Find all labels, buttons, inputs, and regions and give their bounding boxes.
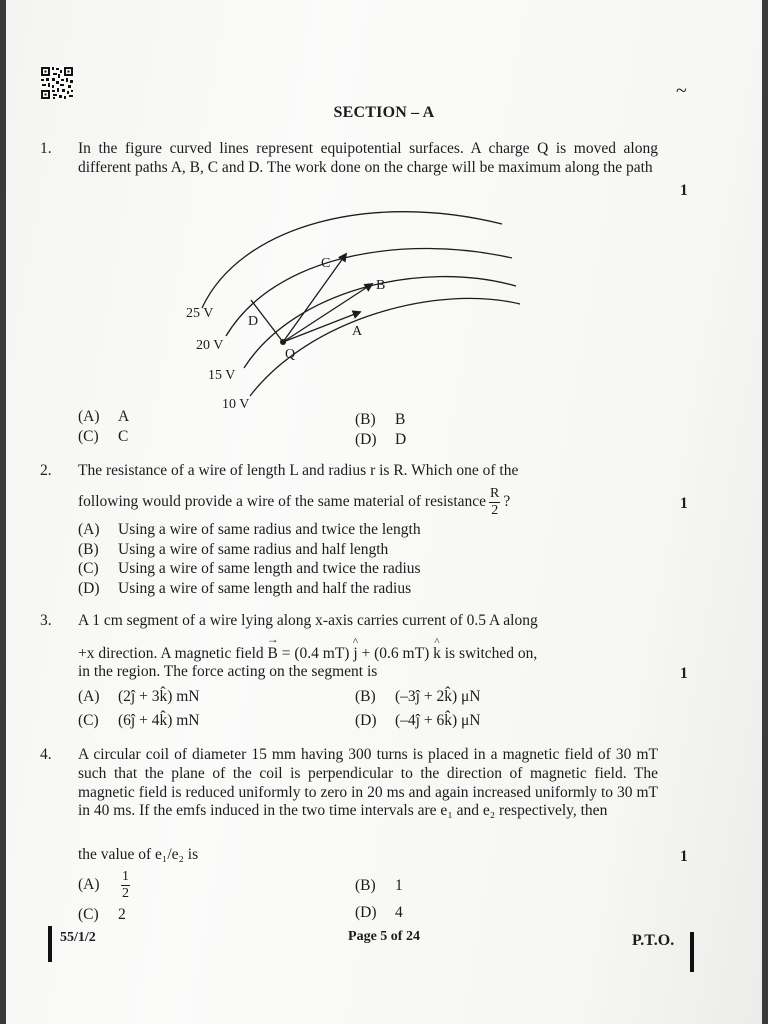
question-1-number: 1.: [40, 140, 52, 157]
question-1-option-b[interactable]: (B) B: [355, 411, 406, 428]
question-4-number: 4.: [40, 746, 52, 763]
question-1-text: In the figure curved lines represent equipotential surfaces. A charge Q is moved along different paths A, B, C and D. The work done on the charge will be maximum along the path: [78, 140, 658, 176]
question-1-option-d[interactable]: (D) D: [355, 431, 407, 448]
question-2-option-d[interactable]: (D) Using a wire of same length and half the radius: [78, 580, 412, 597]
corner-mark: ~: [676, 80, 687, 102]
unit-vector-j: ^ j: [353, 645, 357, 663]
footer-pto: P.T.O.: [632, 932, 675, 949]
question-4-option-c[interactable]: (C) 2: [78, 906, 126, 923]
resistance-fraction: $\frac{R}{2}$: [490, 485, 500, 518]
question-3-option-a[interactable]: (A) (2ĵ + 3k̂) mN: [78, 688, 200, 705]
question-3-line-1: A 1 cm segment of a wire lying along x-axis carries current of 0.5 A along: [78, 612, 538, 629]
unit-vector-k: ^ k: [433, 645, 441, 663]
question-3-option-b[interactable]: (B) (–3ĵ + 2k̂) μN: [355, 688, 481, 705]
charge-q-dot: [280, 339, 286, 345]
question-4-option-d[interactable]: (D) 4: [355, 904, 403, 921]
question-4-text: A circular coil of diameter 15 mm having 300 turns is placed in a magnetic field of 30 mT such that the plane of the coil is perpendicular to the direction of magnetic field. The magnetic field is reduced uniformly to zero in 20 ms and again increased uniformly to 30 mT in 40 ms. If the emfs induced in the two time intervals are e₁ and e₂ respectively, then: [78, 746, 658, 820]
question-3-option-c[interactable]: (C) (6ĵ + 4k̂) mN: [78, 712, 200, 729]
label-path-d: D: [248, 314, 259, 329]
field-vector-symbol: → B: [268, 645, 278, 663]
label-10v: 10 V: [222, 397, 250, 412]
question-2-number: 2.: [40, 462, 52, 479]
question-2-line-2: following would provide a wire of the same material of resistance $\frac{R}{2}$ ?: [78, 485, 511, 518]
question-3-marks: 1: [680, 665, 688, 682]
label-path-c: C: [321, 256, 331, 271]
label-path-b: B: [376, 278, 386, 293]
question-3-number: 3.: [40, 612, 52, 629]
footer-paper-code: 55/1/2: [60, 930, 96, 945]
question-2-line-1: The resistance of a wire of length L and radius r is R. Which one of the: [78, 462, 519, 479]
question-4-option-a[interactable]: (A) $\frac{1}{2}$: [78, 868, 129, 901]
question-4-option-b[interactable]: (B) 1: [355, 877, 403, 894]
question-1-marks: 1: [680, 182, 688, 199]
label-25v: 25 V: [186, 306, 214, 321]
footer-page-number: Page 5 of 24: [348, 929, 420, 944]
equipotential-curve-25v: [202, 212, 502, 308]
question-3-line-2: +x direction. A magnetic field → B = (0.4 mT) ^ j + (0.6 mT) ^ k is switched on,: [78, 645, 537, 663]
question-4-text-last: the value of e₁/e₂ is: [78, 846, 199, 863]
equipotential-figure: [150, 196, 530, 418]
question-4-marks: 1: [680, 848, 688, 865]
label-15v: 15 V: [208, 368, 236, 383]
section-title: SECTION – A: [333, 104, 435, 121]
label-20v: 20 V: [196, 338, 224, 353]
label-path-a: A: [352, 324, 363, 339]
question-1-option-a[interactable]: (A) A: [78, 408, 130, 425]
footer-right-bar: [690, 932, 694, 972]
qr-code-icon: [40, 66, 74, 100]
option-a-fraction: $\frac{1}{2}$: [122, 868, 129, 901]
question-1-option-c[interactable]: (C) C: [78, 428, 129, 445]
question-2-option-b[interactable]: (B) Using a wire of same radius and half length: [78, 541, 389, 558]
question-2-marks: 1: [680, 495, 688, 512]
question-3-option-d[interactable]: (D) (–4ĵ + 6k̂) μN: [355, 712, 481, 729]
label-charge-q: Q: [285, 347, 296, 362]
question-2-option-a[interactable]: (A) Using a wire of same radius and twice the length: [78, 521, 421, 538]
question-2-option-c[interactable]: (C) Using a wire of same length and twice the radius: [78, 560, 421, 577]
question-3-line-3: in the region. The force acting on the segment is: [78, 663, 378, 680]
